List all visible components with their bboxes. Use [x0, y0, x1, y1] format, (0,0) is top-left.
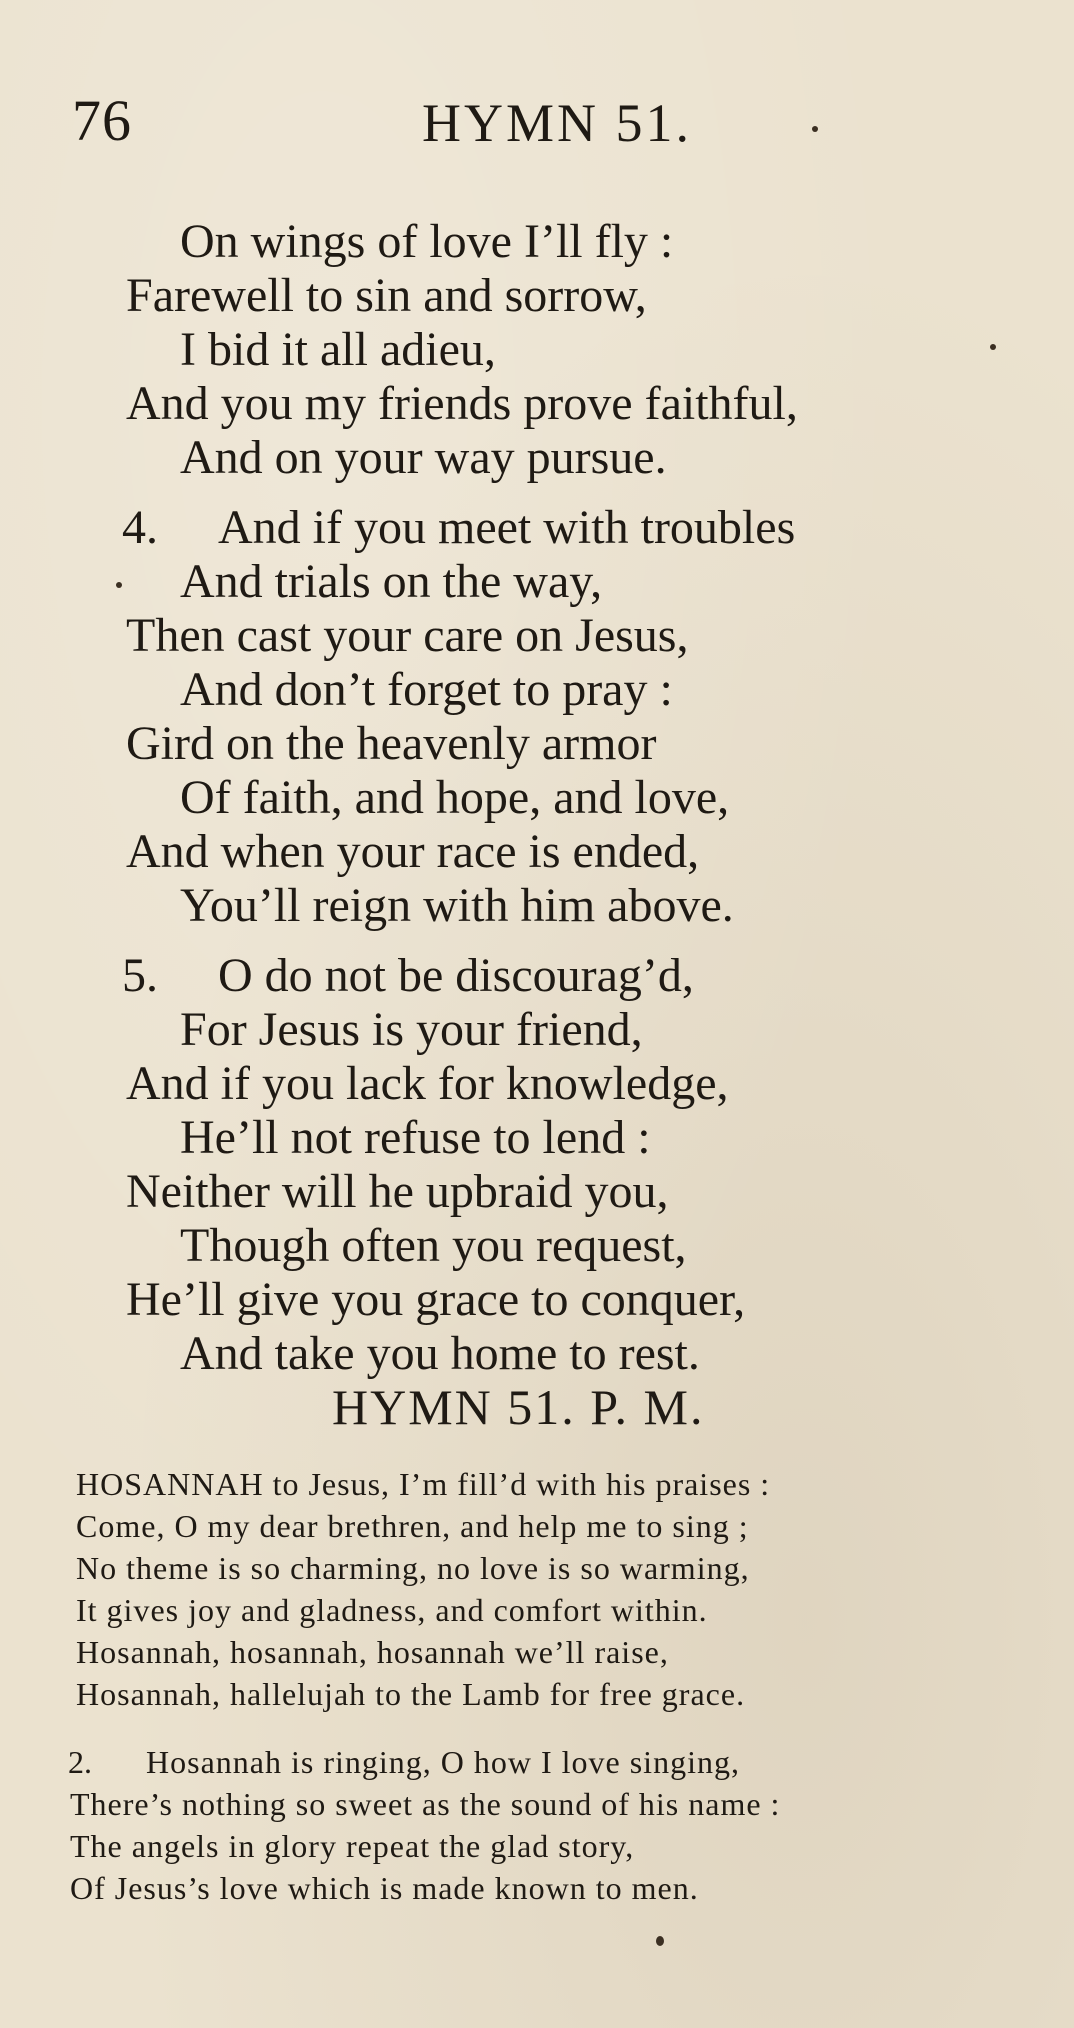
verse-line: Neither will he upbraid you, — [126, 1165, 669, 1218]
verse-line: On wings of love I’ll fly : — [180, 215, 674, 268]
verse-line: You’ll reign with him above. — [180, 879, 734, 932]
verse-line: Then cast your care on Jesus, — [126, 609, 689, 662]
page-number: 76 — [72, 88, 132, 153]
verse-line: He’ll not refuse to lend : — [180, 1111, 651, 1164]
verse-line: O do not be discourag’d, — [218, 949, 694, 1002]
verse-line: No theme is so charming, no love is so warming, — [76, 1550, 750, 1586]
verse-line: Farewell to sin and sorrow, — [126, 269, 647, 322]
stanza-number: 4. — [122, 501, 158, 554]
verse-line: There’s nothing so sweet as the sound of his name : — [70, 1786, 781, 1822]
stanza-number: 2. — [68, 1744, 92, 1780]
ink-speck — [990, 344, 996, 350]
verse-line: And if you lack for knowledge, — [126, 1057, 729, 1110]
verse-line: And if you meet with troubles — [218, 501, 796, 554]
verse-line: He’ll give you grace to conquer, — [126, 1273, 746, 1326]
verse-line: Of Jesus’s love which is made known to men. — [70, 1870, 699, 1906]
hymn-heading: HYMN 51. P. M. — [332, 1379, 705, 1435]
verse-line: And trials on the way, — [180, 555, 603, 608]
verse-line: Hosannah, hallelujah to the Lamb for free grace. — [76, 1676, 746, 1712]
verse-line: And when your race is ended, — [126, 825, 700, 878]
stanza-number: 5. — [122, 949, 158, 1002]
verse-line: The angels in glory repeat the glad story, — [70, 1828, 635, 1864]
verse-line: And you my friends prove faithful, — [126, 377, 798, 430]
verse-line: I bid it all adieu, — [180, 323, 496, 376]
verse-line: HOSANNAH to Jesus, I’m fill’d with his praises : — [76, 1466, 771, 1502]
verse-line: Of faith, and hope, and love, — [180, 771, 730, 824]
verse-line: And on your way pursue. — [180, 431, 667, 484]
verse-line: Hosannah, hosannah, hosannah we’ll raise, — [76, 1634, 669, 1670]
verse-line: Though often you request, — [180, 1219, 687, 1272]
verse-line: And take you home to rest. — [180, 1327, 700, 1380]
ink-speck — [812, 126, 818, 132]
verse-line: Come, O my dear brethren, and help me to sing ; — [76, 1508, 749, 1544]
ink-speck — [116, 582, 122, 588]
ink-speck — [656, 1936, 664, 1946]
verse-line: It gives joy and gladness, and comfort within. — [76, 1592, 708, 1628]
verse-line: Gird on the heavenly armor — [126, 717, 657, 770]
verse-line: Hosannah is ringing, O how I love singing, — [146, 1744, 740, 1780]
running-title: HYMN 51. — [422, 93, 693, 153]
verse-line: For Jesus is your friend, — [180, 1003, 643, 1056]
verse-line: And don’t forget to pray : — [180, 663, 673, 716]
